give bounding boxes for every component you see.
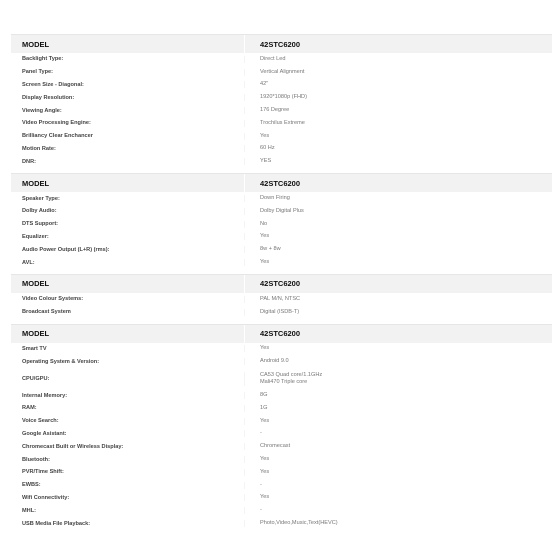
header-model-value: 42STC6200 — [244, 35, 552, 53]
spec-row — [11, 492, 552, 505]
spec-value: Yes — [244, 345, 552, 352]
spec-value: - — [244, 482, 552, 489]
spec-value: CA53 Quad core/1.1GHz Mali470 Triple core — [244, 372, 552, 386]
spec-row — [11, 53, 552, 66]
spec-value: 60 Hz — [244, 145, 552, 152]
spec-row — [11, 479, 552, 492]
spec-value: Yes — [244, 133, 552, 140]
spec-value: Yes — [244, 233, 552, 240]
spec-row — [11, 117, 552, 130]
spec-value: Vertical Alignment — [244, 69, 552, 76]
spec-row — [11, 79, 552, 92]
spec-label: PVR/Time Shift: — [22, 469, 64, 476]
spec-row — [11, 389, 552, 402]
spec-row — [11, 504, 552, 517]
spec-value: 1G — [244, 405, 552, 412]
spec-row — [11, 66, 552, 79]
header-model-value: 42STC6200 — [244, 275, 552, 293]
spec-label: Operating System & Version: — [22, 358, 100, 365]
spec-row — [11, 231, 552, 244]
spec-value: Photo,Video,Music,Text(HEVC) — [244, 520, 552, 527]
spec-label: Video Colour Systems: — [22, 296, 84, 303]
spec-row — [11, 218, 552, 231]
spec-value: Trochilus Extreme — [244, 120, 552, 127]
spec-value: No — [244, 221, 552, 228]
spec-label: AVL: — [22, 259, 35, 266]
section-header — [11, 324, 552, 343]
spec-row — [11, 428, 552, 441]
spec-value: 176 Degree — [244, 107, 552, 114]
spec-label: Dolby Audio: — [22, 208, 57, 215]
spec-row — [11, 402, 552, 415]
spec-label: RAM: — [22, 405, 37, 412]
spec-row — [11, 343, 552, 356]
spec-value: Direct Led — [244, 56, 552, 63]
spec-label: USB Media File Playback: — [22, 520, 91, 527]
spec-value: Yes — [244, 418, 552, 425]
spec-value: Dolby Digital Plus — [244, 208, 552, 215]
spec-label: Screen Size - Diagonal: — [22, 81, 84, 88]
spec-section — [11, 173, 552, 269]
spec-table — [11, 34, 552, 535]
spec-label: Google Asistant: — [22, 430, 67, 437]
spec-row — [11, 130, 552, 143]
spec-label: Smart TV — [22, 345, 47, 352]
spec-row — [11, 91, 552, 104]
spec-label: Internal Memory: — [22, 392, 68, 399]
spec-label: Panel Type: — [22, 69, 53, 76]
spec-label: DNR: — [22, 158, 36, 165]
spec-value: YES — [244, 158, 552, 165]
spec-label: Equalizer: — [22, 233, 49, 240]
spec-row — [11, 466, 552, 479]
spec-label: Motion Rate: — [22, 145, 56, 152]
spec-label: EWBS: — [22, 482, 41, 489]
spec-section — [11, 274, 552, 319]
spec-value: PAL M/N, NTSC — [244, 296, 552, 303]
spec-label: Backlight Type: — [22, 56, 64, 63]
spec-value: 8w + 8w — [244, 246, 552, 253]
spec-value: Down Firing — [244, 195, 552, 202]
spec-value: 1920*1080p (FHD) — [244, 94, 552, 101]
spec-value: Android 9.0 — [244, 358, 552, 365]
spec-value: 42" — [244, 81, 552, 88]
spec-value: Yes — [244, 456, 552, 463]
header-label: MODEL — [22, 279, 50, 289]
spec-label: Wifi Connectivity: — [22, 494, 70, 501]
spec-label: Voice Search: — [22, 418, 59, 425]
spec-value: Chromecast — [244, 443, 552, 450]
spec-row — [11, 415, 552, 428]
spec-section — [11, 34, 552, 168]
spec-row — [11, 355, 552, 368]
section-header — [11, 173, 552, 192]
spec-row — [11, 293, 552, 306]
spec-value: - — [244, 430, 552, 437]
spec-value: Yes — [244, 494, 552, 501]
spec-row — [11, 143, 552, 156]
spec-value: Yes — [244, 469, 552, 476]
spec-label: DTS Support: — [22, 221, 59, 228]
spec-label: CPU/GPU: — [22, 375, 50, 382]
spec-label: Broadcast System — [22, 309, 71, 316]
section-header — [11, 274, 552, 293]
spec-label: Video Processing Engine: — [22, 120, 91, 127]
spec-value: Yes — [244, 259, 552, 266]
spec-value: 8G — [244, 392, 552, 399]
spec-label: Brilliancy Clear Enchancer — [22, 133, 93, 140]
spec-row — [11, 256, 552, 269]
header-label: MODEL — [22, 178, 50, 188]
header-model-value: 42STC6200 — [244, 325, 552, 343]
header-label: MODEL — [22, 329, 50, 339]
spec-row — [11, 306, 552, 319]
header-model-value: 42STC6200 — [244, 174, 552, 192]
spec-row — [11, 243, 552, 256]
spec-row — [11, 155, 552, 168]
spec-label: MHL: — [22, 507, 36, 514]
spec-label: Display Resolution: — [22, 94, 75, 101]
spec-row — [11, 368, 552, 389]
spec-label: Bluetooth: — [22, 456, 50, 463]
spec-row — [11, 440, 552, 453]
spec-row — [11, 517, 552, 530]
spec-label: Chromecast Built or Wireless Display: — [22, 443, 124, 450]
header-label: MODEL — [22, 39, 50, 49]
section-header — [11, 34, 552, 53]
spec-row — [11, 192, 552, 205]
spec-value: Digital (ISDB-T) — [244, 309, 552, 316]
spec-row — [11, 205, 552, 218]
spec-label: Speaker Type: — [22, 195, 60, 202]
spec-value: - — [244, 507, 552, 514]
spec-label: Audio Power Output (L+R) (rms): — [22, 246, 110, 253]
spec-section — [11, 324, 552, 530]
spec-label: Viewing Angle: — [22, 107, 62, 114]
spec-row — [11, 104, 552, 117]
spec-row — [11, 453, 552, 466]
